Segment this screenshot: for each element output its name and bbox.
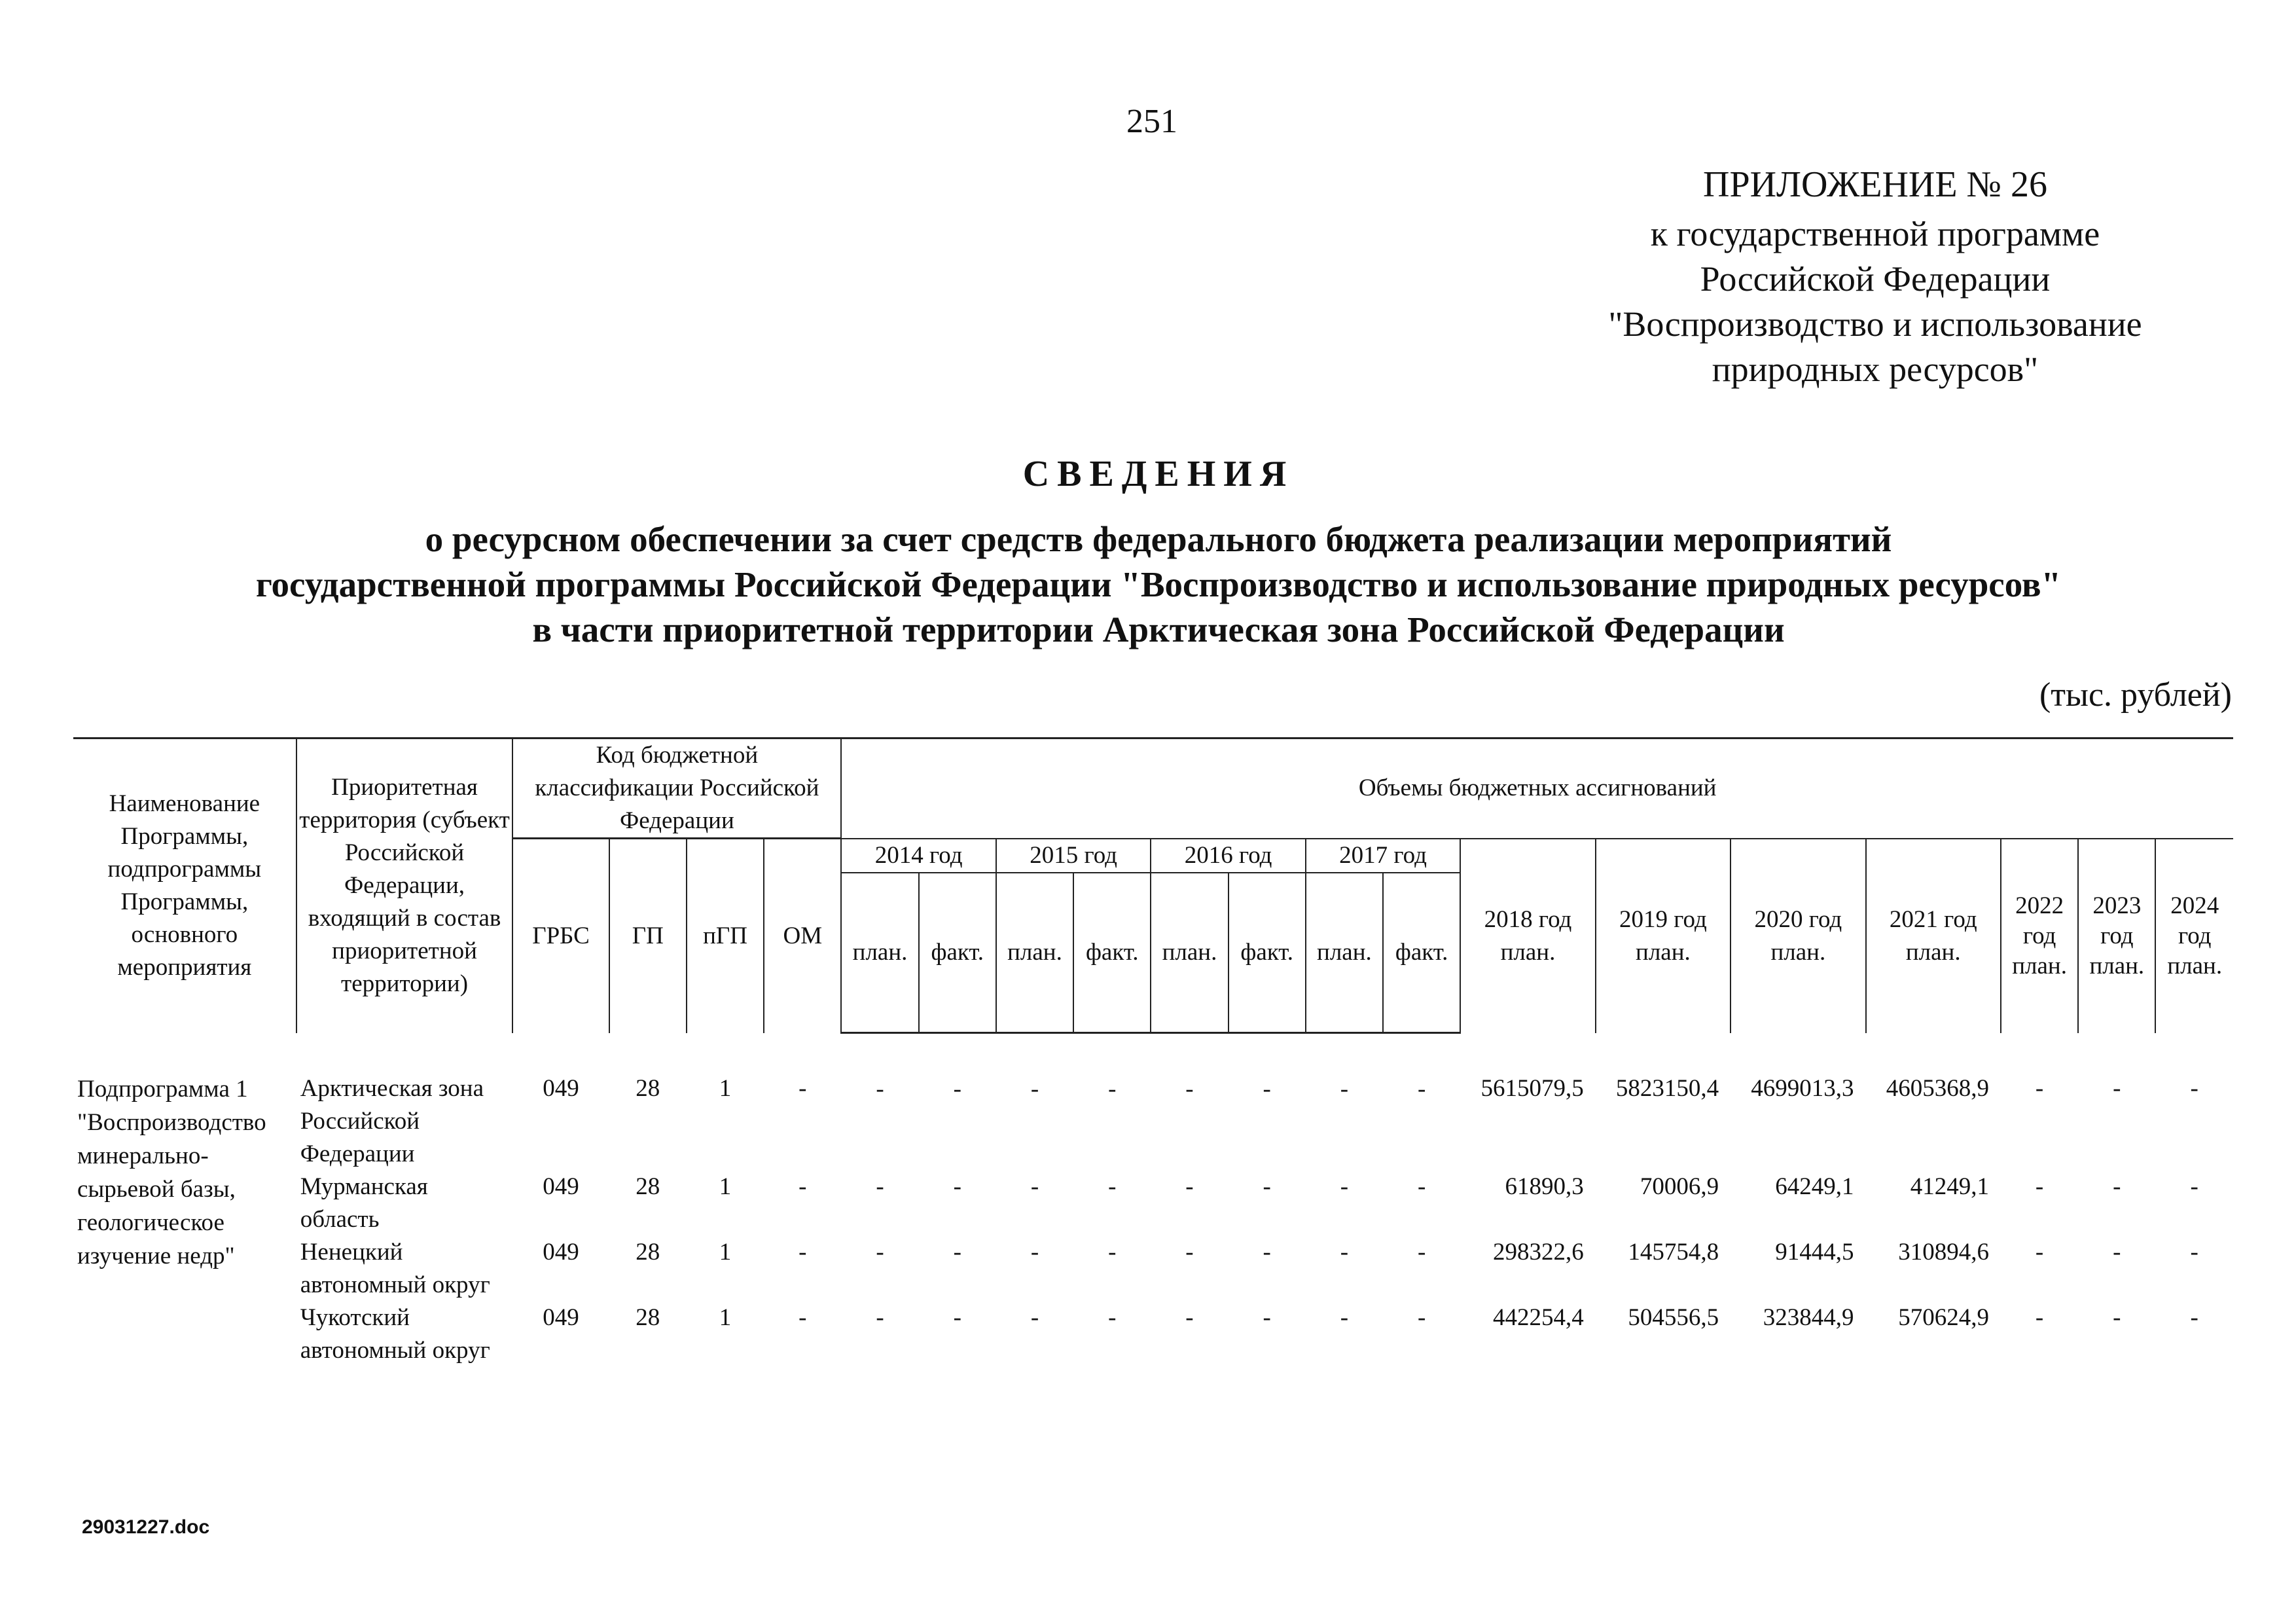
value-cell: 64249,1 [1775, 1173, 1854, 1200]
gp-cell: 28 [636, 1238, 660, 1266]
value-cell: - [953, 1238, 961, 1266]
om-cell: - [798, 1238, 807, 1266]
om-cell: - [798, 1304, 807, 1331]
value-cell: - [2190, 1074, 2198, 1102]
header-code-group: Код бюджетной классификации Российской Федерации [512, 739, 841, 839]
value-cell: - [953, 1304, 961, 1331]
pgp-cell: 1 [719, 1074, 732, 1102]
header-fact: факт. [1073, 873, 1151, 1033]
table-row [73, 1171, 2233, 1236]
value-cell: 5823150,4 [1615, 1074, 1719, 1102]
units-label: (тыс. рублей) [2039, 676, 2232, 714]
value-cell: 70006,9 [1640, 1173, 1719, 1200]
header-gp: ГП [609, 839, 687, 1033]
pgp-cell: 1 [719, 1173, 732, 1200]
header-year-2024 [2155, 839, 2233, 1033]
value-cell: 570624,9 [1898, 1304, 1989, 1331]
appendix-line: природных ресурсов" [1712, 350, 2039, 389]
value-cell: - [2035, 1238, 2044, 1266]
header-grbs: ГРБС [512, 839, 609, 1033]
header-fact: факт. [1383, 873, 1460, 1033]
header-fact: факт. [1229, 873, 1306, 1033]
value-cell: - [1185, 1304, 1194, 1331]
appendix-line: "Воспроизводство и использование [1608, 304, 2142, 344]
header-om: ОМ [764, 839, 841, 1033]
value-cell: - [2113, 1173, 2121, 1200]
header-fact: факт. [919, 873, 996, 1033]
year-number: 2024 [2170, 892, 2219, 919]
budget-table [73, 737, 2233, 1367]
om-cell: - [798, 1173, 807, 1200]
value-cell: - [1185, 1076, 1194, 1103]
value-cell: 41249,1 [1910, 1173, 1989, 1200]
grbs-cell: 049 [543, 1173, 579, 1200]
header-plan: план. [1306, 873, 1383, 1033]
appendix-block [1525, 162, 2225, 392]
header-year-2023 [2078, 839, 2155, 1033]
value-cell: - [1108, 1238, 1117, 1266]
value-cell: - [1418, 1304, 1426, 1331]
value-cell: - [1263, 1173, 1271, 1200]
header-plan: план. [996, 873, 1073, 1033]
program-name: Подпрограмма 1 "Воспроизводство минерально-сырьевой базы, геологическое изучение недр" [77, 1075, 266, 1269]
grbs-cell: 049 [543, 1238, 579, 1266]
year-plan: план. [2089, 952, 2145, 979]
header-territory: Приоритетная территория (субъект Российской Федерации, входящий в состав приоритетной территории) [296, 739, 513, 1033]
value-cell: - [1108, 1304, 1117, 1331]
document-heading [131, 452, 2186, 652]
page-number: 251 [1126, 103, 1177, 140]
appendix-line: Российской Федерации [1700, 259, 2051, 299]
header-year-2016: 2016 год [1151, 839, 1305, 873]
value-cell: 91444,5 [1775, 1238, 1854, 1266]
value-cell: - [1340, 1238, 1349, 1266]
value-cell: - [2035, 1173, 2044, 1200]
value-cell: - [2113, 1074, 2121, 1102]
value-cell: 298322,6 [1492, 1238, 1584, 1266]
value-cell: - [2190, 1173, 2198, 1200]
value-cell: - [1263, 1238, 1271, 1266]
value-cell: - [876, 1173, 884, 1200]
territory-cell: Чукотский автономный округ [300, 1304, 490, 1364]
grbs-cell: 049 [543, 1304, 579, 1331]
header-year-2017: 2017 год [1306, 839, 1460, 873]
value-cell: 323844,9 [1763, 1304, 1854, 1331]
value-cell: - [876, 1304, 884, 1331]
value-cell: - [2113, 1238, 2121, 1266]
territory-cell: Мурманская область [300, 1173, 428, 1233]
value-cell: - [1263, 1304, 1271, 1331]
pgp-cell: 1 [719, 1304, 732, 1331]
value-cell: - [1185, 1238, 1194, 1266]
value-cell: 4605368,9 [1886, 1074, 1989, 1102]
value-cell: - [1030, 1304, 1039, 1331]
appendix-title: ПРИЛОЖЕНИЕ № 26 [1703, 164, 2047, 205]
document-code: 29031227.doc [82, 1516, 210, 1538]
year-unit: год [2178, 922, 2212, 949]
value-cell: - [1108, 1173, 1117, 1200]
gp-cell: 28 [636, 1074, 660, 1102]
value-cell: - [2035, 1074, 2044, 1102]
value-cell: 61890,3 [1505, 1173, 1584, 1200]
value-cell: - [2190, 1304, 2198, 1331]
year-plan: план. [2167, 952, 2223, 979]
value-cell: - [2035, 1304, 2044, 1331]
gp-cell: 28 [636, 1304, 660, 1331]
value-cell: - [2190, 1238, 2198, 1266]
value-cell: 4699013,3 [1751, 1074, 1854, 1102]
value-cell: - [1030, 1173, 1039, 1200]
header-volumes-group: Объемы бюджетных ассигнований [841, 739, 2233, 839]
value-cell: - [1340, 1173, 1349, 1200]
value-cell: 442254,4 [1492, 1304, 1584, 1331]
value-cell: - [876, 1238, 884, 1266]
value-cell: 5615079,5 [1480, 1074, 1584, 1102]
value-cell: - [876, 1076, 884, 1103]
value-cell: - [1418, 1238, 1426, 1266]
table-row [73, 1302, 2233, 1367]
value-cell: - [1030, 1076, 1039, 1103]
territory-cell: Ненецкий автономный округ [300, 1238, 490, 1298]
heading-line: о ресурсном обеспечении за счет средств федерального бюджета реализации мероприятий [425, 519, 1892, 559]
header-year-2015: 2015 год [996, 839, 1151, 873]
header-pgp: пГП [687, 839, 764, 1033]
table-row [73, 1033, 2233, 1171]
header-year-2021: 2021 год план. [1866, 839, 2001, 1033]
year-unit: год [2100, 922, 2134, 949]
header-year-2014: 2014 год [841, 839, 996, 873]
value-cell: - [1340, 1304, 1349, 1331]
header-plan: план. [1151, 873, 1228, 1033]
header-plan: план. [841, 873, 918, 1033]
value-cell: - [1108, 1076, 1117, 1103]
header-year-2020: 2020 год план. [1731, 839, 1865, 1033]
value-cell: 504556,5 [1628, 1304, 1719, 1331]
pgp-cell: 1 [719, 1238, 732, 1266]
value-cell: - [2113, 1304, 2121, 1331]
heading-title: СВЕДЕНИЯ [1022, 454, 1295, 494]
year-unit: год [2022, 922, 2056, 949]
value-cell: - [1418, 1173, 1426, 1200]
value-cell: - [1418, 1076, 1426, 1103]
year-number: 2023 [2092, 892, 2142, 919]
gp-cell: 28 [636, 1173, 660, 1200]
heading-line: государственной программы Российской Федерации "Воспроизводство и использование природных ресурсов" [255, 564, 2062, 604]
om-cell: - [798, 1074, 807, 1102]
value-cell: - [953, 1173, 961, 1200]
header-year-2022 [2001, 839, 2078, 1033]
value-cell: - [1030, 1238, 1039, 1266]
grbs-cell: 049 [543, 1074, 579, 1102]
territory-cell: Арктическая зона Российской Федерации [300, 1074, 484, 1167]
value-cell: - [953, 1076, 961, 1103]
appendix-line: к государственной программе [1650, 214, 2100, 253]
value-cell: - [1263, 1076, 1271, 1103]
table-row [73, 1236, 2233, 1302]
value-cell: 310894,6 [1898, 1238, 1989, 1266]
year-plan: план. [2012, 952, 2067, 979]
heading-line: в части приоритетной территории Арктическая зона Российской Федерации [532, 610, 1785, 649]
header-name: Наименование Программы, подпрограммы Программы, основного мероприятия [73, 739, 296, 1033]
value-cell: - [1340, 1076, 1349, 1103]
value-cell: - [1185, 1173, 1194, 1200]
header-year-2018: 2018 год план. [1460, 839, 1595, 1033]
header-year-2019: 2019 год план. [1596, 839, 1731, 1033]
value-cell: 145754,8 [1628, 1238, 1719, 1266]
year-number: 2022 [2015, 892, 2064, 919]
